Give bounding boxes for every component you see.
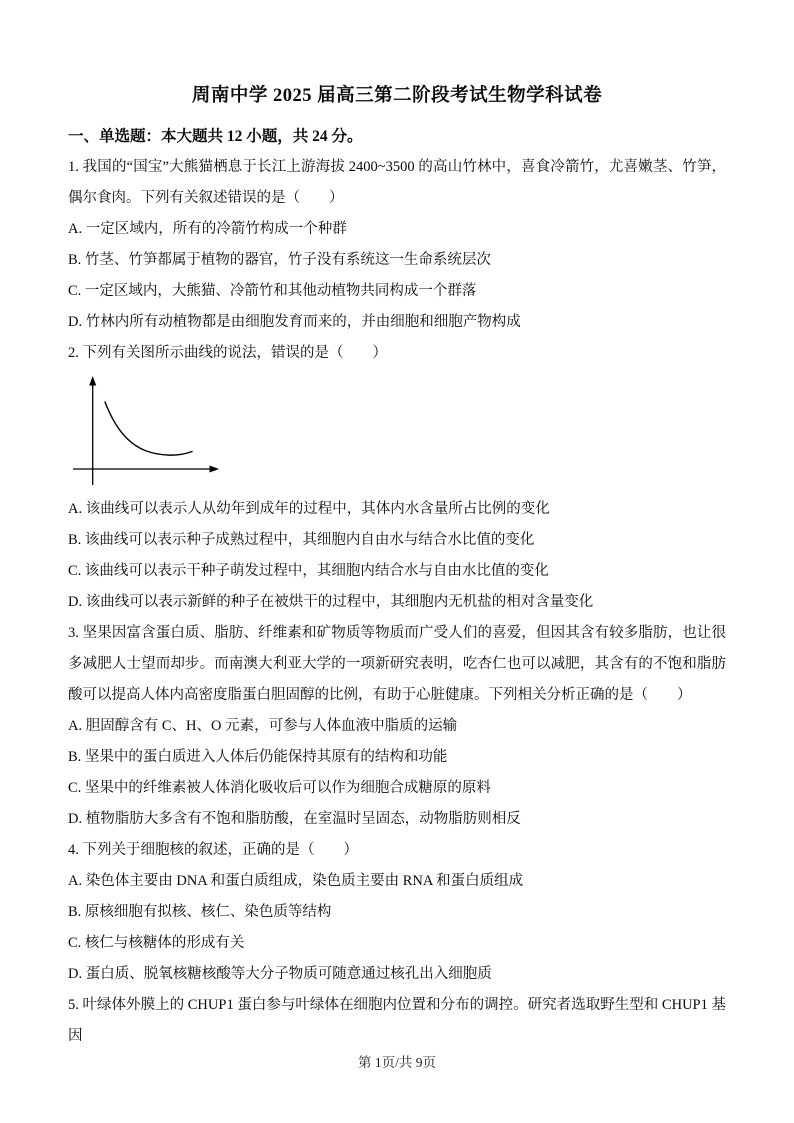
question-block-3 — [68, 618, 726, 835]
option-item: D. 植物脂肪大多含有不饱和脂肪酸，在室温时呈固态，动物脂肪则相反 — [68, 811, 521, 827]
option-item: A. 一定区域内，所有的冷箭竹构成一个种群 — [68, 221, 347, 237]
x-axis-arrow-icon — [210, 466, 220, 473]
page-title: 周南中学 2025 届高三第二阶段考试生物学科试卷 — [191, 86, 603, 106]
option-item: B. 该曲线可以表示种子成熟过程中，其细胞内自由水与结合水比值的变化 — [68, 532, 535, 548]
question-stem: 4. 下列关于细胞核的叙述，正确的是（ ） — [68, 842, 358, 858]
option-item: C. 一定区域内，大熊猫、冷箭竹和其他动植物共同构成一个群落 — [68, 283, 477, 299]
question-stem: 2. 下列有关图所示曲线的说法，错误的是（ ） — [68, 345, 387, 361]
option-item: D. 竹林内所有动植物都是由细胞发育而来的，并由细胞和细胞产物构成 — [68, 314, 521, 330]
option-item: A. 染色体主要由 DNA 和蛋白质组成，染色质主要由 RNA 和蛋白质组成 — [68, 873, 524, 889]
option-item: B. 竹茎、竹笋都属于植物的器官，竹子没有系统这一生命系统层次 — [68, 252, 491, 268]
decreasing-curve — [105, 402, 192, 455]
section-heading: 一、单选题：本大题共 12 小题，共 24 分。 — [68, 128, 363, 145]
question-figure — [68, 369, 726, 494]
option-item: B. 坚果中的蛋白质进入人体后仍能保持其原有的结构和功能 — [68, 749, 448, 765]
question-block-4 — [68, 835, 726, 990]
question-stem: 3. 坚果因富含蛋白质、脂肪、纤维素和矿物质等物质而广受人们的喜爱，但因其含有较多脂肪，也让很多减肥人士望而却步。而南澳大利亚大学的一项新研究表明，吃杏仁也可以减肥，其含有的不饱和脂肪酸可以提高人体内高密度脂蛋白胆固醇的比例，有助于心脏健康。下列相关分析正确的是（ ） — [68, 625, 726, 703]
question-block-1 — [68, 152, 726, 338]
option-item: A. 胆固醇含有 C、H、O 元素，可参与人体血液中脂质的运输 — [68, 718, 458, 734]
decay-curve-figure — [68, 376, 226, 489]
question-stem: 5. 叶绿体外膜上的 CHUP1 蛋白参与叶绿体在细胞内位置和分布的调控。研究者选取野生型和 CHUP1 基因 — [68, 997, 726, 1044]
option-item: C. 核仁与核糖体的形成有关 — [68, 935, 245, 951]
option-item: A. 该曲线可以表示人从幼年到成年的过程中，其体内水含量所占比例的变化 — [68, 501, 550, 517]
option-item: D. 该曲线可以表示新鲜的种子在被烘干的过程中，其细胞内无机盐的相对含量变化 — [68, 594, 594, 610]
question-block-2 — [68, 338, 726, 618]
page-footer: 第 1页/共 9页 — [357, 1055, 436, 1070]
option-item: D. 蛋白质、脱氧核糖核酸等大分子物质可随意通过核孔出入细胞质 — [68, 966, 492, 982]
question-block-5 — [68, 990, 726, 1052]
option-item: C. 坚果中的纤维素被人体消化吸收后可以作为细胞合成糖原的原料 — [68, 780, 491, 796]
y-axis-arrow-icon — [89, 376, 96, 386]
option-item: B. 原核细胞有拟核、核仁、染色质等结构 — [68, 904, 332, 920]
question-stem: 1. 我国的“国宝”大熊猫栖息于长江上游海拔 2400~3500 的高山竹林中，喜食冷箭竹，尤喜嫩茎、竹笋，偶尔食肉。下列有关叙述错误的是（ ） — [68, 159, 726, 206]
option-item: C. 该曲线可以表示干种子萌发过程中，其细胞内结合水与自由水比值的变化 — [68, 563, 549, 579]
